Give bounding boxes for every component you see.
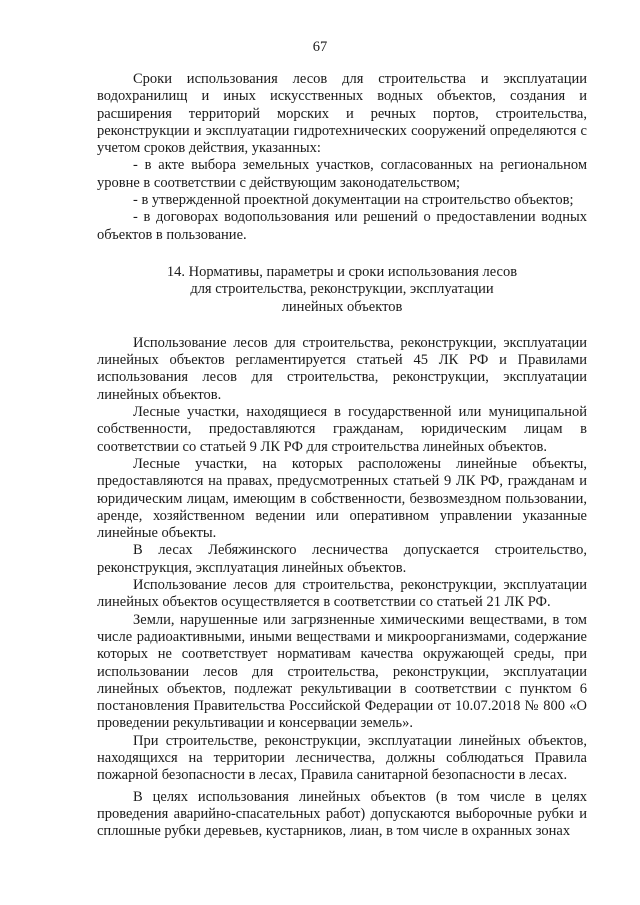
body-paragraph: Использование лесов для строительства, реконструкции, эксплуатации линейных объектов осуществляется в соответствии со статьей 21 ЛК РФ.	[97, 577, 587, 611]
body-paragraph: В целях использования линейных объектов (в том числе в целях проведения аварийно-спасательных работ) допускаются выборочные рубки и сплошные рубки деревьев, кустарников, лиан, в том числе в охранных зонах	[97, 788, 587, 840]
body-paragraph: Земли, нарушенные или загрязненные химическими веществами, в том числе радиоактивными, иными веществами и микроорганизмами, содержание которых не соответствует нормативам качества окружающей среды, при использовании лесов для строительства, реконструкции, эксплуатации линейных объектов, подлежат рекультивации в соответствии с пунктом 6 постановления Правительства Российской Федерации от 10.07.2018 № 800 «О проведении рекультивации и консервации земель».	[97, 611, 587, 732]
page-text	[97, 71, 587, 840]
body-paragraph: Лесные участки, на которых расположены линейные объекты, предоставляются на правах, предусмотренных статьей 9 ЛК РФ, гражданам и юридическим лицам, имеющим в собственности, безвозмездном пользовании, аренде, хозяйственном ведении или оперативном управлении указанные линейные объекты.	[97, 455, 587, 542]
body-paragraph: Лесные участки, находящиеся в государственной или муниципальной собственности, предоставляются гражданам, юридическим лицам в соответствии со статьей 9 ЛК РФ для строительства линейных объектов.	[97, 404, 587, 455]
intro-list-item: - в договорах водопользования или решений о предоставлении водных объектов в пользование.	[97, 209, 587, 243]
section-heading-line: для строительства, реконструкции, эксплуатации	[190, 281, 494, 298]
section-heading-line: 14. Нормативы, параметры и сроки использования лесов	[166, 263, 518, 280]
intro-list-item: - в акте выбора земельных участков, согласованных на региональном уровне в соответствии с действующим законодательством;	[97, 157, 587, 191]
page-number: 67	[312, 39, 328, 55]
body-paragraph: Использование лесов для строительства, реконструкции, эксплуатации линейных объектов регламентируется статьей 45 ЛК РФ и Правилами использования лесов для строительства, реконструкции, эксплуатации линейных объектов.	[97, 334, 587, 403]
intro-paragraph: Сроки использования лесов для строительства и эксплуатации водохранилищ и иных искусственных водных объектов, создания и расширения территорий морских и речных портов, строительства, реконструкции и эксплуатации гидротехнических сооружений определяются с учетом сроков действия, указанных:	[97, 71, 587, 157]
body-paragraph: При строительстве, реконструкции, эксплуатации линейных объектов, находящихся на территории лесничества, должны соблюдаться Правила пожарной безопасности в лесах, Правила санитарной безопасности в лесах.	[97, 732, 587, 784]
body-paragraph: В лесах Лебяжинского лесничества допускается строительство, реконструкция, эксплуатация линейных объектов.	[97, 542, 587, 576]
section-heading-line: линейных объектов	[281, 298, 403, 315]
section-heading	[97, 264, 587, 316]
intro-list-item: - в утвержденной проектной документации на строительство объектов;	[133, 192, 574, 209]
